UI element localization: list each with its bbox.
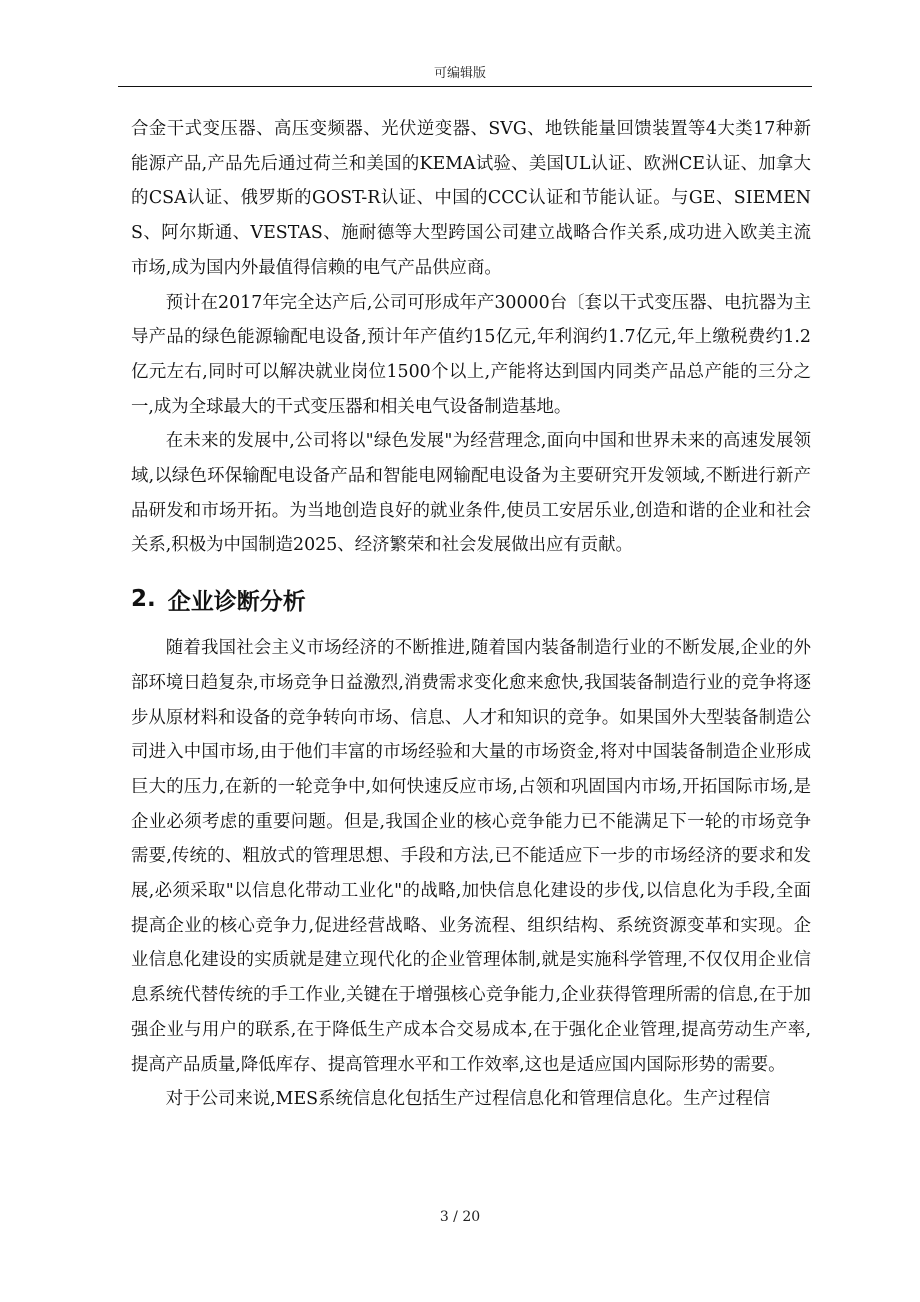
paragraph-mes: 对于公司来说,MES系统信息化包括生产过程信息化和管理信息化。生产过程信	[165, 1089, 771, 1110]
section-heading	[131, 573, 811, 625]
paragraph-capacity: 预计在2017年完全达产后,公司可形成年产30000台〔套以干式变压器、电抗器为主导产品的绿色能源输配电设备,预计年产值约15亿元,年利润约1.7亿元,年上缴税费约1.2亿元左右,同时可以解决就业岗位1500个以上,产能将达到国内同类产品总产能的三分之一,成为全球最大的干式变压器和相关电气设备制造基地。	[131, 292, 811, 417]
section-number: 2.	[131, 586, 156, 613]
paragraph-continued: 合金干式变压器、高压变频器、光伏逆变器、SVG、地铁能量回馈装置等4大类17种新能源产品,产品先后通过荷兰和美国的KEMA试验、美国UL认证、欧洲CE认证、加拿大的CSA认证、俄罗斯的GOST-R认证、中国的CCC认证和节能认证。与GE、SIEMENS、阿尔斯通、VESTAS、施耐德等大型跨国公司建立战略合作关系,成功进入欧美主流市场,成为国内外最值得信赖的电气产品供应商。	[131, 119, 811, 278]
page-number: 3 / 20	[439, 1209, 481, 1225]
page-header: 可编辑版	[433, 66, 486, 81]
section-title: 企业诊断分析	[167, 588, 306, 615]
paragraph-diagnosis: 随着我国社会主义市场经济的不断推进,随着国内装备制造行业的不断发展,企业的外部环境日趋复杂,市场竞争日益激烈,消费需求变化愈来愈快,我国装备制造行业的竞争将逐步从原材料和设备的竞争转向市场、信息、人才和知识的竞争。如果国外大型装备制造公司进入中国市场,由于他们丰富的市场经验和大量的市场资金,将对中国装备制造企业形成巨大的压力,在新的一轮竞争中,如何快速反应市场,占领和巩固国内市场,开拓国际市场,是企业必须考虑的重要问题。但是,我国企业的核心竞争能力已不能满足下一轮的市场竞争需要,传统的、粗放式的管理思想、手段和方法,已不能适应下一步的市场经济的要求和发展,必须采取"以信息化带动工业化"的战略,加快信息化建设的步伐,以信息化为手段,全面提高企业的核心竞争力,促进经营战略、业务流程、组织结构、系统资源变革和实现。企业信息化建设的实质就是建立现代化的企业管理体制,就是实施科学管理,不仅仅用企业信息系统代替传统的手工作业,关键在于增强核心竞争能力,企业获得管理所需的信息,在于加强企业与用户的联系,在于降低生产成本合交易成本,在于强化企业管理,提高劳动生产率,提高产品质量,降低库存、提高管理水平和工作效率,这也是适应国内国际形势的需要。	[131, 638, 811, 1075]
header-divider	[118, 86, 812, 87]
document-body	[131, 112, 811, 1117]
paragraph-future: 在未来的发展中,公司将以"绿色发展"为经营理念,面向中国和世界未来的高速发展领域,以绿色环保输配电设备产品和智能电网输配电设备为主要研究开发领域,不断进行新产品研发和市场开拓。为当地创造良好的就业条件,使员工安居乐业,创造和谐的企业和社会关系,积极为中国制造2025、经济繁荣和社会发展做出应有贡献。	[131, 431, 811, 556]
